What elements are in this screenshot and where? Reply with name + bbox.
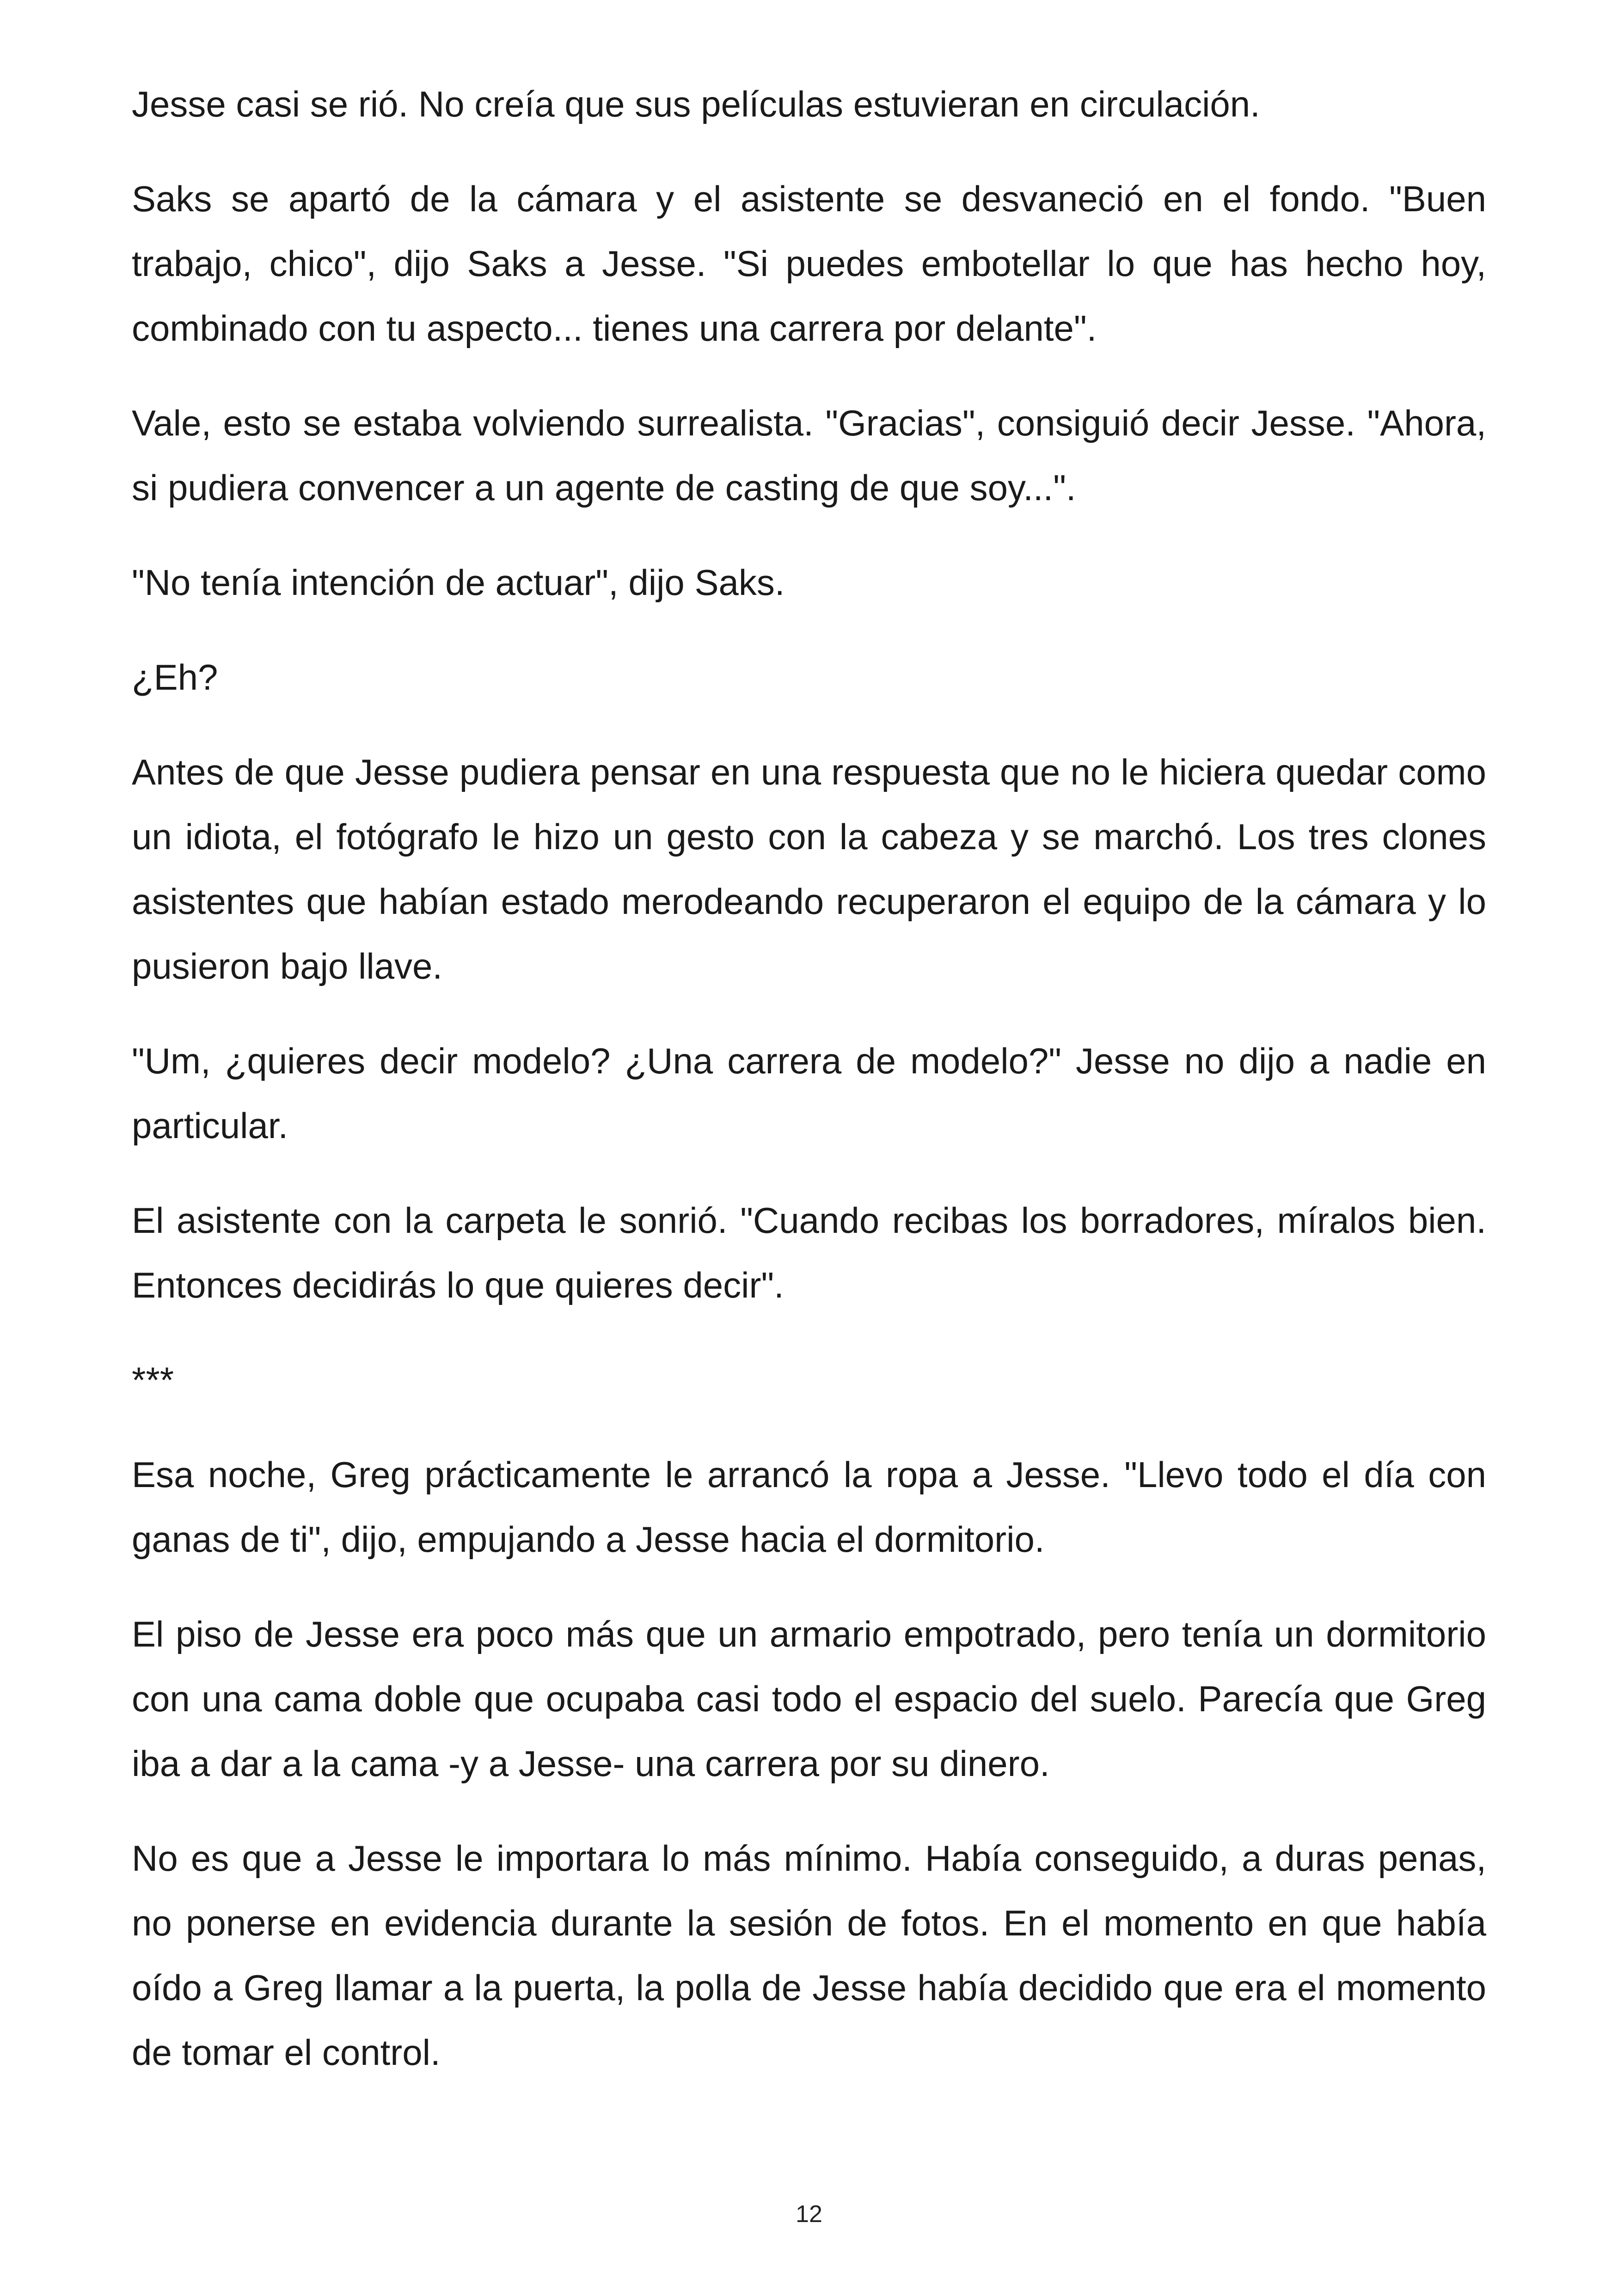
paragraph-3: Vale, esto se estaba volviendo surrealista. "Gracias", consiguió decir Jesse. "Ahora, si pudiera convencer a un agente de casting de que soy...". [132, 403, 1486, 508]
paragraph-4: "No tenía intención de actuar", dijo Saks. [132, 562, 785, 603]
paragraph-6: Antes de que Jesse pudiera pensar en una respuesta que no le hiciera quedar como un idiota, el fotógrafo le hizo un gesto con la cabeza y se marchó. Los tres clones asistentes que habían estado merodeando recuperaron el equipo de la cámara y lo pusieron bajo llave. [132, 752, 1486, 986]
paragraph-2: Saks se apartó de la cámara y el asistente se desvaneció en el fondo. "Buen trabajo, chico", dijo Saks a Jesse. "Si puedes embotellar lo que has hecho hoy, combinado con tu aspecto... tienes una carrera por delante". [132, 178, 1486, 349]
paragraph-9: Esa noche, Greg prácticamente le arrancó la ropa a Jesse. "Llevo todo el día con ganas de ti", dijo, empujando a Jesse hacia el dormitorio. [132, 1454, 1486, 1560]
paragraph-11: No es que a Jesse le importara lo más mínimo. Había conseguido, a duras penas, no ponerse en evidencia durante la sesión de fotos. En el momento en que había oído a Greg llamar a la puerta, la polla de Jesse había decidido que era el momento de tomar el control. [132, 1838, 1486, 2073]
page-number: 12 [796, 2201, 822, 2228]
scene-break: *** [132, 1359, 174, 1400]
paragraph-1: Jesse casi se rió. No creía que sus películas estuvieran en circulación. [132, 84, 1260, 124]
paragraph-8: El asistente con la carpeta le sonrió. "Cuando recibas los borradores, míralos bien. Entonces decidirás lo que quieres decir". [132, 1200, 1486, 1305]
paragraph-5: ¿Eh? [132, 657, 218, 698]
paragraph-7: "Um, ¿quieres decir modelo? ¿Una carrera de modelo?" Jesse no dijo a nadie en particular. [132, 1041, 1486, 1146]
body-text [132, 72, 1486, 2115]
paragraph-10: El piso de Jesse era poco más que un armario empotrado, pero tenía un dormitorio con una cama doble que ocupaba casi todo el espacio del suelo. Parecía que Greg iba a dar a la cama -y a Jesse- una carrera por su dinero. [132, 1614, 1486, 1784]
